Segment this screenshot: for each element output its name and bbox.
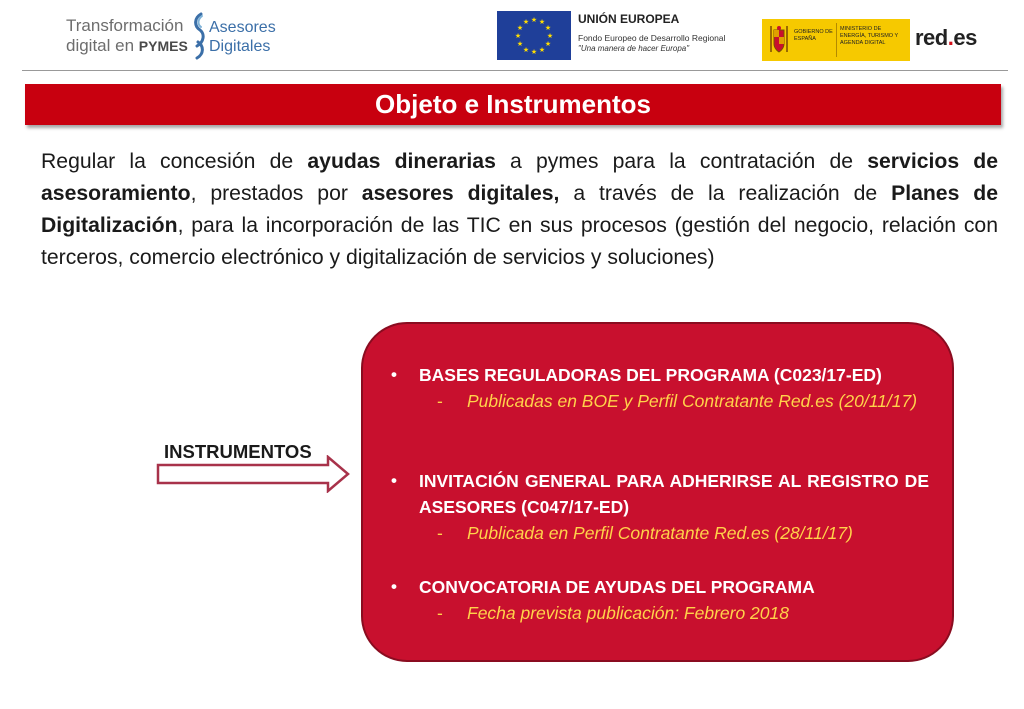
eu-title: UNIÓN EUROPEA xyxy=(578,12,680,26)
instrument-title: • BASES REGULADORAS DEL PROGRAMA (C023/17-ED) xyxy=(389,362,929,388)
red-es-suffix: es xyxy=(953,25,977,50)
intro-paragraph xyxy=(41,146,998,274)
instruments-label: INSTRUMENTOS xyxy=(164,441,312,462)
eu-text xyxy=(578,12,748,54)
svg-text:★: ★ xyxy=(516,24,524,32)
intro-bold-3: asesores digitales, xyxy=(361,182,560,205)
red-es-logo xyxy=(915,25,977,51)
red-es-dot: . xyxy=(947,25,954,50)
instrument-item xyxy=(389,574,929,626)
instrument-detail: - Publicada en Perfil Contratante Red.es (28/11/17) xyxy=(389,520,929,546)
logo-line-1: Transformación xyxy=(66,16,184,35)
svg-text:★: ★ xyxy=(530,16,538,24)
gov-separator xyxy=(836,23,837,57)
instrument-detail: - Publicadas en BOE y Perfil Contratante Red.es (20/11/17) xyxy=(389,388,929,414)
eu-motto: "Una manera de hacer Europa" xyxy=(578,44,690,53)
ministerio-text: MINISTERIO DE ENERGÍA, TURISMO Y AGENDA DIGITAL xyxy=(840,26,899,46)
intro-text-3: , prestados por xyxy=(190,182,362,205)
header-divider xyxy=(22,70,1008,71)
header xyxy=(0,0,1024,72)
logo-digitales: Digitales xyxy=(209,38,271,55)
intro-bold-4: Planes de Digitalización xyxy=(41,182,998,237)
intro-text-2: a pymes para la contratación de xyxy=(495,150,868,173)
instrument-title: • CONVOCATORIA DE AYUDAS DEL PROGRAMA xyxy=(389,574,929,600)
eu-flag-icon xyxy=(497,11,571,60)
spain-coat-of-arms-icon xyxy=(768,24,790,56)
instruments-box xyxy=(361,322,954,662)
svg-text:★: ★ xyxy=(514,32,522,40)
svg-text:★: ★ xyxy=(538,18,546,26)
transformacion-digital-logo xyxy=(66,12,281,60)
title-bar xyxy=(25,84,1001,125)
svg-text:★: ★ xyxy=(522,46,530,54)
intro-bold-2: servicios de asesoramiento xyxy=(41,150,999,205)
gobierno-espana-logo xyxy=(762,19,910,61)
logo-line-2-prefix: digital en xyxy=(66,36,139,55)
svg-text:★: ★ xyxy=(538,46,546,54)
eu-fund: Fondo Europeo de Desarrollo Regional xyxy=(578,33,726,43)
logo-asesores: Asesores xyxy=(209,19,276,36)
intro-bold-1: ayudas dinerarias xyxy=(307,150,496,173)
intro-text-4: a través de la realización de xyxy=(559,182,892,205)
instrument-title: • INVITACIÓN GENERAL PARA ADHERIRSE AL REGISTRO DE ASESORES (C047/17-ED) xyxy=(389,468,929,520)
red-es-name: red xyxy=(915,25,948,50)
logo-line-2-bold: PYMES xyxy=(138,38,188,54)
svg-text:★: ★ xyxy=(516,40,524,48)
logo-line-2 xyxy=(66,36,188,56)
page-title: Objeto e Instrumentos xyxy=(375,89,651,119)
arrow-right-icon xyxy=(156,455,350,493)
svg-text:★: ★ xyxy=(546,32,554,40)
svg-text:★: ★ xyxy=(544,24,552,32)
svg-text:★: ★ xyxy=(522,18,530,26)
asesores-logo-icon xyxy=(192,12,206,60)
svg-text:★: ★ xyxy=(544,40,552,48)
instrument-detail: - Fecha prevista publicación: Febrero 2018 xyxy=(389,600,929,626)
svg-text:★: ★ xyxy=(530,48,538,56)
intro-text-1: Regular la concesión de xyxy=(41,150,308,173)
instrument-item xyxy=(389,468,929,546)
instrument-item xyxy=(389,362,929,414)
gobierno-text: GOBIERNO DE ESPAÑA xyxy=(794,29,833,42)
intro-text-5: , para la incorporación de las TIC en sus procesos (gestión del negocio, relación con terceros, comercio electrónico y digitalización de servicios y soluciones) xyxy=(41,214,998,269)
